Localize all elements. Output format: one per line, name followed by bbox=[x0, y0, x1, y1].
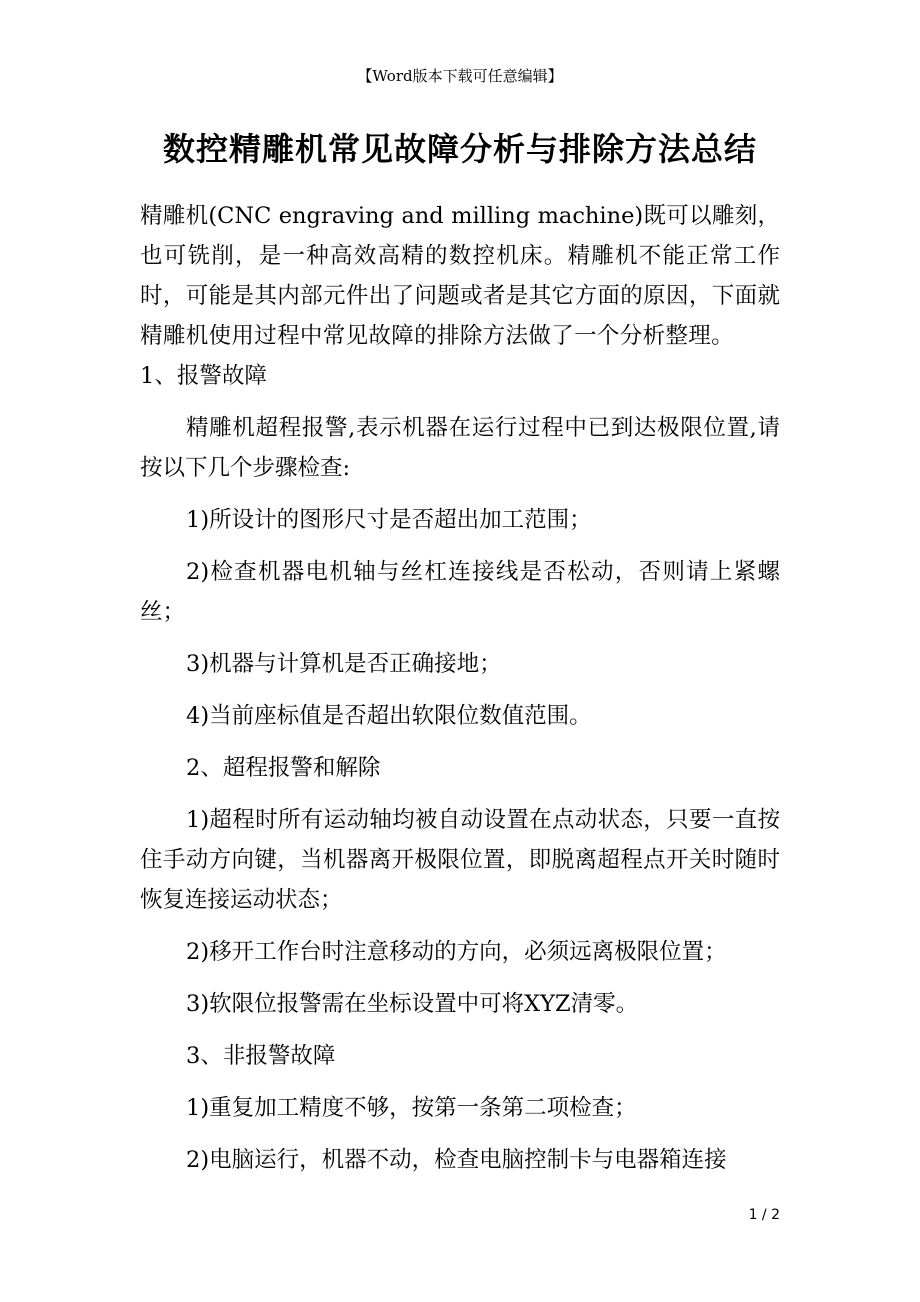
check-item-4: 4)当前座标值是否超出软限位数值范围。 bbox=[186, 703, 592, 729]
release-item-3: 3)软限位报警需在坐标设置中可将XYZ清零。 bbox=[186, 991, 639, 1017]
section-heading-1: 1、报警故障 bbox=[140, 363, 267, 389]
header-note: 【Word版本下载可任意编辑】 bbox=[357, 67, 563, 85]
section-heading-2: 2、超程报警和解除 bbox=[186, 755, 381, 781]
section-heading-3: 3、非报警故障 bbox=[186, 1043, 336, 1069]
document-body bbox=[140, 196, 780, 1192]
check-item-2: 2)检查机器电机轴与丝杠连接线是否松动，否则请上紧螺丝； bbox=[140, 559, 780, 625]
check-item-1: 1)所设计的图形尺寸是否超出加工范围； bbox=[186, 507, 592, 533]
document-title: 数控精雕机常见故障分析与排除方法总结 bbox=[162, 130, 757, 168]
page-number: 1 / 2 bbox=[748, 1207, 780, 1223]
intro-paragraph bbox=[140, 196, 780, 396]
release-item-1: 1)超程时所有运动轴均被自动设置在点动状态，只要一直按住手动方向键，当机器离开极限位置，即脱离超程点开关时随时恢复连接运动状态； bbox=[140, 807, 780, 913]
check-item-3: 3)机器与计算机是否正确接地； bbox=[186, 651, 502, 677]
fault-item-2: 2)电脑运行，机器不动，检查电脑控制卡与电器箱连接 bbox=[186, 1147, 727, 1173]
intro-text: 精雕机(CNC engraving and milling machine)既可以雕刻，也可铣削，是一种高效高精的数控机床。精雕机不能正常工作时，可能是其内部元件出了问题或者是其它方面的原因，下面就精雕机使用过程中常见故障的排除方法做了一个分析整理。 bbox=[140, 203, 780, 349]
release-item-2: 2)移开工作台时注意移动的方向，必须远离极限位置； bbox=[186, 939, 727, 965]
paragraph-overtravel-alarm: 精雕机超程报警,表示机器在运行过程中已到达极限位置,请按以下几个步骤检查: bbox=[140, 415, 780, 481]
fault-item-1: 1)重复加工精度不够，按第一条第二项检查； bbox=[186, 1095, 637, 1121]
